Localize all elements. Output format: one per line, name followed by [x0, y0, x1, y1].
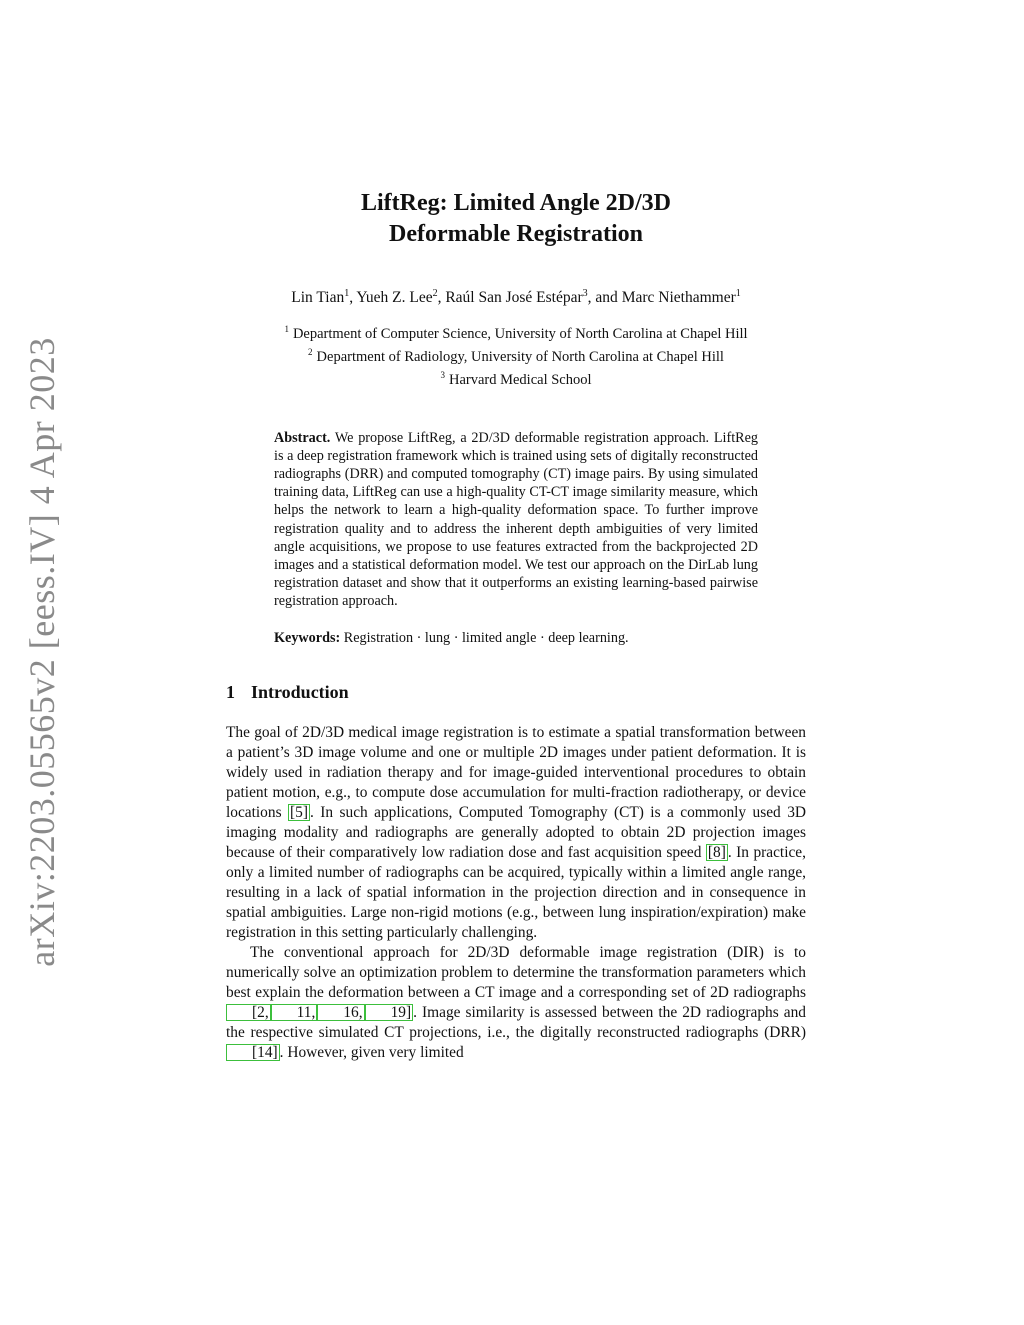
affiliation-mark: 3 — [440, 369, 445, 380]
paragraph-text: The goal of 2D/3D medical image registration is to estimate a spatial transformation between a patient’s 3D image volume and one or multiple 2D images under patient deformation. It is widely used in radiation therapy and for image-guided interventional procedures to obtain patient motion, e.g., to compute dose accumulation for multi-fraction radiotherapy, or device locations — [226, 723, 806, 821]
affiliation-item — [226, 366, 806, 389]
citation-link[interactable]: [14] — [226, 1044, 280, 1061]
title-line-2: Deformable Registration — [389, 221, 643, 247]
affiliation-item — [226, 343, 806, 366]
author-name: Lin Tian — [291, 289, 345, 307]
title-line-1: LiftReg: Limited Angle 2D/3D — [361, 190, 671, 216]
citation-link[interactable]: 11, — [271, 1004, 318, 1021]
citation-link[interactable]: [5] — [290, 803, 308, 821]
affiliation-item — [226, 320, 806, 343]
intro-paragraph-2 — [226, 943, 806, 1063]
paper-title — [226, 188, 806, 250]
author-name: Yueh Z. Lee — [356, 289, 433, 307]
author-affiliation-mark: 2 — [432, 288, 438, 299]
affiliation-text: Department of Computer Science, University of North Carolina at Chapel Hill — [292, 325, 748, 342]
author-name: Raúl San José Estépar — [445, 289, 583, 307]
keywords-label: Keywords: — [274, 629, 341, 646]
author-separator: , — [437, 289, 446, 307]
abstract-label: Abstract. — [274, 429, 331, 446]
affiliation-mark: 2 — [308, 346, 313, 357]
author-affiliation-mark: 1 — [735, 288, 741, 299]
keywords-text: Registration · lung · limited angle · deep learning. — [343, 629, 629, 646]
affiliation-text: Department of Radiology, University of North Carolina at Chapel Hill — [316, 348, 724, 365]
author-affiliation-mark: 1 — [344, 288, 350, 299]
section-title: Introduction — [251, 681, 349, 702]
intro-paragraph-1 — [226, 723, 806, 943]
paragraph-text: . Image similarity is assessed between the 2D radiographs and the respective simulated CT projections, i.e., the digitally reconstructed radiographs (DRR) — [226, 1003, 806, 1041]
affiliation-text: Harvard Medical School — [448, 371, 592, 388]
paragraph-text: . In practice, only a limited number of radiographs can be acquired, typically within a limited angle range, resulting in a lack of spatial information in the projection direction and in consequence in spatial ambiguities. Large non-rigid motions (e.g., between lung inspiration/expiration) make registration in this setting particularly challenging. — [226, 843, 806, 941]
author-name: Marc Niethammer — [621, 289, 736, 307]
section-heading — [226, 681, 806, 703]
paragraph-text: . In such applications, Computed Tomography (CT) is a commonly used 3D imaging modality and radiographs are generally adopted to obtain 2D projection images because of their comparatively low radiation dose and fast acquisition speed — [226, 803, 806, 861]
author-separator: , — [349, 289, 357, 307]
citation-link[interactable]: [8] — [707, 843, 726, 861]
abstract — [274, 429, 758, 611]
arxiv-identifier: arXiv:2203.05565v2 [eess.IV] 4 Apr 2023 — [22, 337, 62, 967]
keywords — [274, 629, 758, 647]
citation-link[interactable]: 16, — [317, 1004, 364, 1021]
citation-link[interactable]: [2, — [226, 1004, 271, 1021]
citation-link[interactable]: 19] — [365, 1004, 414, 1021]
section-number: 1 — [226, 681, 235, 702]
author-affiliation-mark: 3 — [582, 288, 588, 299]
paper-page — [226, 188, 806, 1063]
author-list — [226, 284, 806, 308]
paragraph-text: The conventional approach for 2D/3D deformable image registration (DIR) is to numerically solve an optimization problem to determine the transformation parameters which best explain the deformation between a CT image and a corresponding set of 2D radiographs — [226, 943, 806, 1001]
affiliation-list — [226, 320, 806, 388]
abstract-text: We propose LiftReg, a 2D/3D deformable registration approach. LiftReg is a deep registration framework which is trained using sets of digitally reconstructed radiographs (DRR) and computed tomography (CT) image pairs. By using simulated training data, LiftReg can use a high-quality CT-CT image similarity measure, which helps the network to learn a high-quality deformation space. To further improve registration quality and to address the inherent depth ambiguities of very limited angle acquisitions, we propose to use features extracted from the backprojected 2D images and a statistical deformation model. We test our approach on the DirLab lung registration dataset and show that it outperforms an existing learning-based pairwise registration approach. — [274, 429, 758, 610]
affiliation-mark: 1 — [284, 324, 289, 335]
author-separator: , and — [587, 289, 622, 307]
paragraph-text: . However, given very limited — [279, 1043, 464, 1061]
